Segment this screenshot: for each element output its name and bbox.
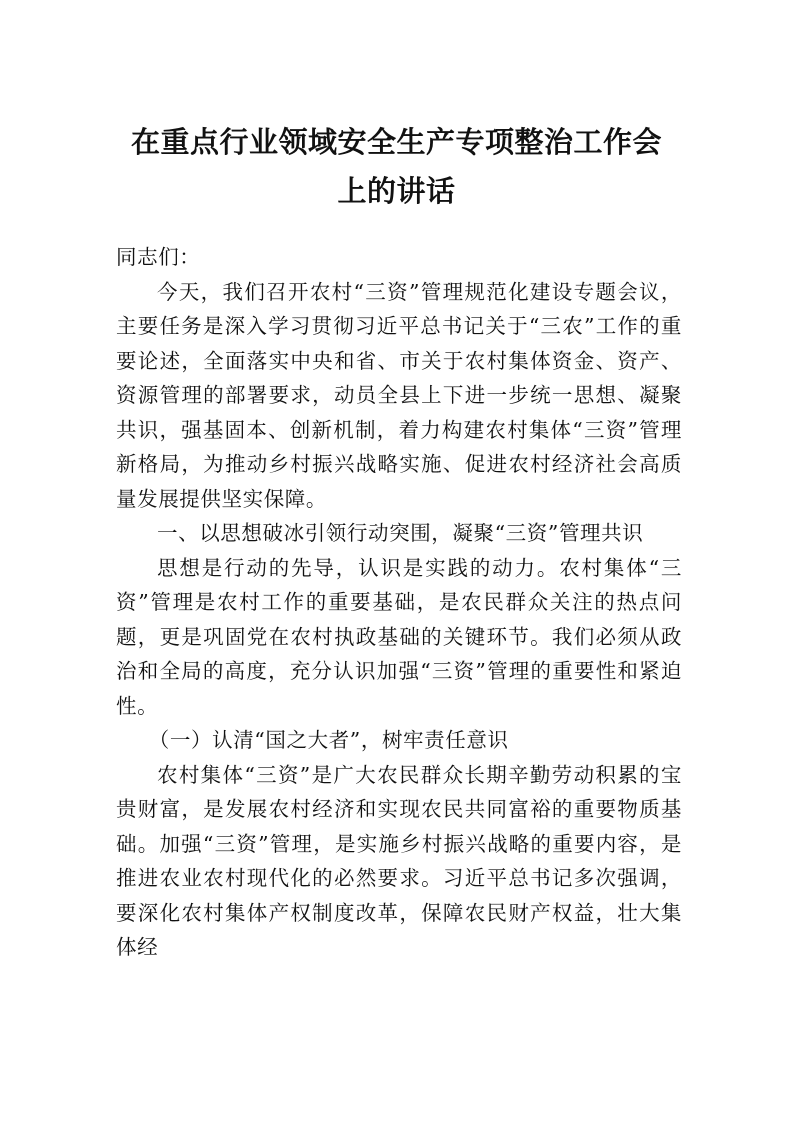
document-title-line-1: 在重点行业领域安全生产专项整治工作会 [130,125,662,159]
greeting: 同志们： [116,245,201,269]
paragraph-subsection-1-1: 农村集体“三资”是广大农民群众长期辛勤劳动积累的宝贵财富，是发展农村经济和实现农民共同富裕的重要物质基础。加强“三资”管理，是实施乡村振兴战略的重要内容，是推进农业农村现代化的必然要求。习近平总书记多次强调，要深化农村集体产权制度改革，保障农民财产权益，壮大集体经 [116,762,682,959]
document-title-line-2: 上的讲话 [337,174,456,208]
section-heading-1: 一、以思想破冰引领行动突围，凝聚“三资”管理共识 [157,521,644,545]
subsection-heading-1-1: （一）认清“国之大者”，树牢责任意识 [148,728,509,752]
paragraph-section-1: 思想是行动的先导，认识是实践的动力。农村集体“三资”管理是农村工作的重要基础，是农民群众关注的热点问题，更是巩固党在农村执政基础的关键环节。我们必须从政治和全局的高度，充分认识加强“三资”管理的重要性和紧迫性。 [116,555,682,718]
document-body [116,240,682,965]
paragraph-intro: 今天，我们召开农村“三资”管理规范化建设专题会议，主要任务是深入学习贯彻习近平总书记关于“三农”工作的重要论述，全面落实中央和省、市关于农村集体资金、资产、资源管理的部署要求，动员全县上下进一步统一思想、凝聚共识，强基固本、创新机制，着力构建农村集体“三资”管理新格局，为推动乡村振兴战略实施、促进农村经济社会高质量发展提供坚实保障。 [116,279,682,511]
